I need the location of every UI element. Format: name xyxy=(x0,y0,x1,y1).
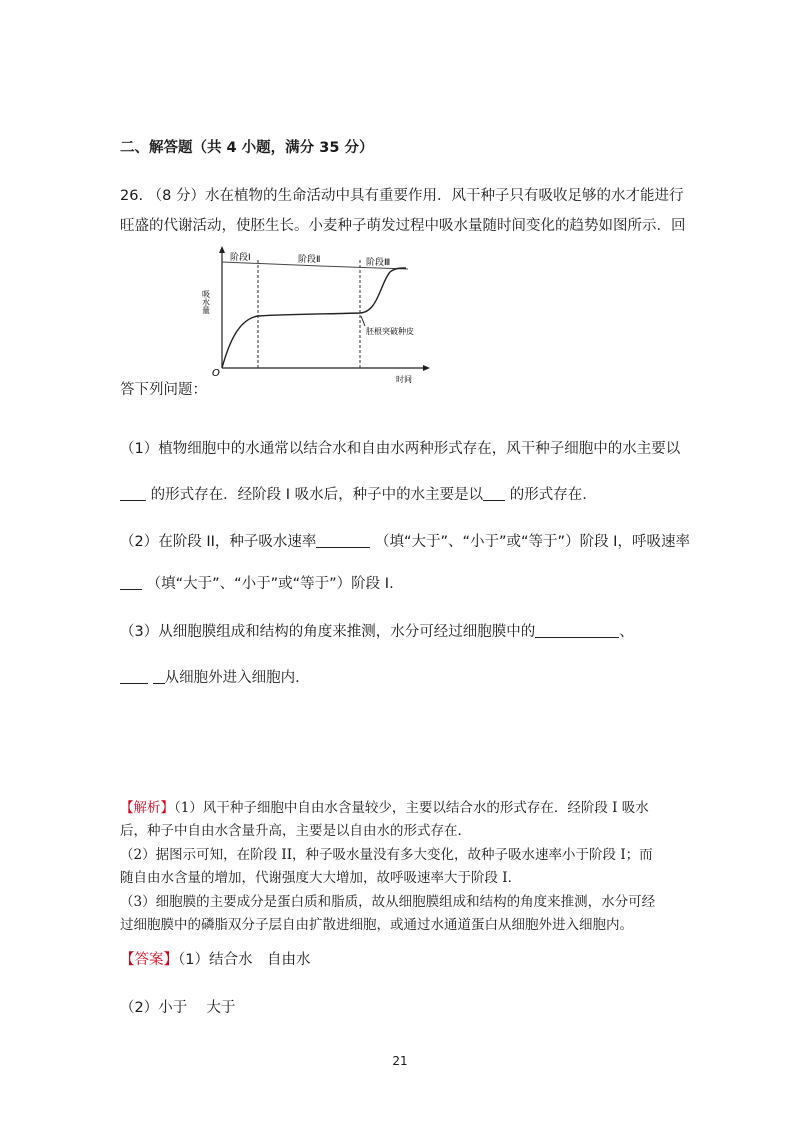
x-axis-label: 时间 xyxy=(396,375,412,384)
part-3-line-b: 从细胞外进入细胞内. xyxy=(120,666,300,687)
part-2-line-a: （2）在阶段 II，种子吸水速率 （填“大于”、“小于”或“等于”）阶段 I，呼吸速率 xyxy=(120,534,690,550)
stage-3-label: 阶段Ⅲ xyxy=(366,258,391,268)
answer-line-2: （2）小于 大于 xyxy=(120,1000,236,1016)
analysis-line-5: （3）细胞膜的主要成分是蛋白质和脂质，故从细胞膜组成和结构的角度来推测，水分可经 xyxy=(120,894,656,910)
analysis-line-4: 随自由水含量的增加，代谢强度大大增加，故呼吸速率大于阶段 I． xyxy=(120,870,522,886)
origin-label: O xyxy=(212,368,220,379)
stage-1-label: 阶段Ⅰ xyxy=(230,253,251,263)
section-heading: 二、解答题（共 4 小题，满分 35 分） xyxy=(120,140,374,156)
part-3-line-a: （3）从细胞膜组成和结构的角度来推测，水分可经过细胞膜中的 、 xyxy=(120,624,634,640)
question-line-2: 旺盛的代谢活动，使胚生长。小麦种子萌发过程中吸水量随时间变化的趋势如图所示．回 xyxy=(120,218,686,234)
blank-3[interactable] xyxy=(316,533,370,548)
analysis-line-3: （2）据图示可知，在阶段 II，种子吸水量没有多大变化，故种子吸水速率小于阶段 I；而 xyxy=(120,847,653,863)
part-1-line-b: 的形式存在．经阶段 I 吸水后，种子中的水主要是以 的形式存在. xyxy=(120,483,587,504)
analysis-line-1: 【解析】（1）风干种子细胞中自由水含量较少，主要以结合水的形式存在．经阶段 I 吸水 xyxy=(120,800,649,816)
stage-2-label: 阶段Ⅱ xyxy=(298,255,321,265)
part-2-line-b: （填“大于”、“小于”或“等于”）阶段 I. xyxy=(120,572,394,593)
blank-7[interactable] xyxy=(153,669,165,684)
annotation-label: 胚根突破种皮 xyxy=(366,327,414,336)
part-1-line-a: （1）植物细胞中的水通常以结合水和自由水两种形式存在，风干种子细胞中的水主要以 xyxy=(120,441,681,457)
blank-1[interactable] xyxy=(120,486,146,501)
water-uptake-figure xyxy=(200,244,440,386)
question-line-1: 26. （8 分）水在植物的生命活动中具有重要作用．风干种子只有吸收足够的水才能进行 xyxy=(120,188,684,204)
blank-6[interactable] xyxy=(120,669,148,684)
answer-line-1: 【答案】（1）结合水 自由水 xyxy=(120,952,311,968)
answer-tag: 【答案】 xyxy=(120,952,178,968)
analysis-line-6: 过细胞膜中的磷脂双分子层自由扩散进细胞，或通过水通道蛋白从细胞外进入细胞内。 xyxy=(120,917,633,933)
analysis-tag: 【解析】 xyxy=(120,800,174,816)
y-axis-label: 吸水量 xyxy=(201,290,211,314)
blank-2[interactable] xyxy=(483,486,505,501)
question-line-3: 答下列问题： xyxy=(120,382,207,398)
blank-4[interactable] xyxy=(120,575,142,590)
blank-5[interactable] xyxy=(535,623,619,638)
x-axis-arrow xyxy=(423,365,430,371)
analysis-line-2: 后，种子中自由水含量升高，主要是以自由水的形式存在． xyxy=(120,823,471,839)
annotation-arrow xyxy=(361,316,365,326)
uptake-curve xyxy=(222,268,406,368)
y-axis-arrow xyxy=(219,246,225,253)
page-number: 21 xyxy=(392,1054,408,1068)
